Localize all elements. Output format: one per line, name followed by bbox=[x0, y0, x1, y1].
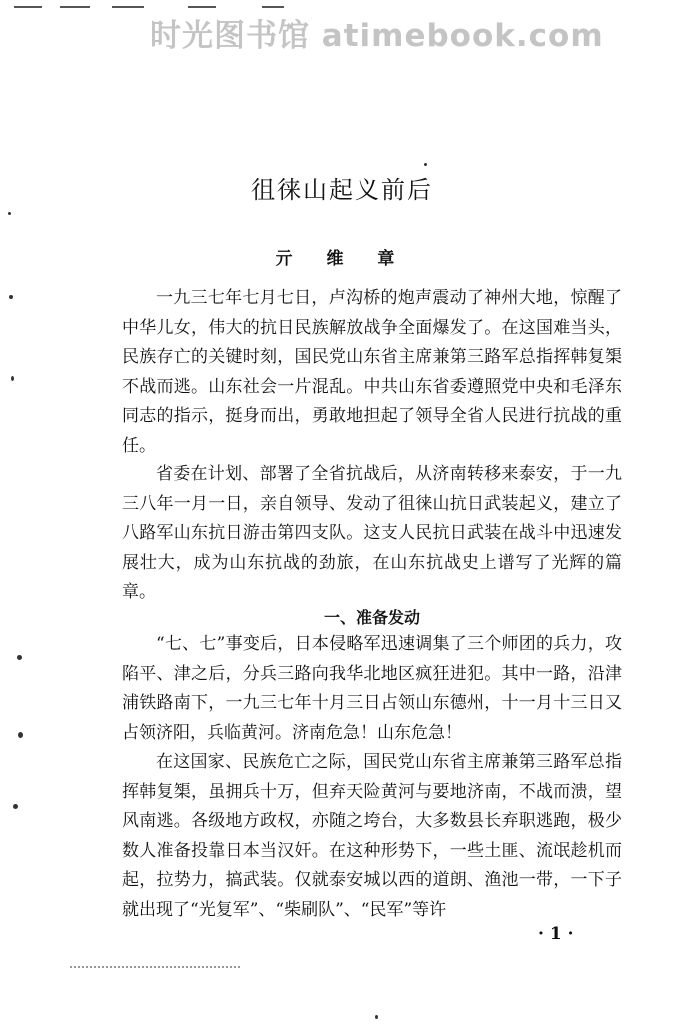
paragraph: 一九三七年七月七日，卢沟桥的炮声震动了神州大地，惊醒了中华儿女，伟大的抗日民族解放战争全面爆发了。在这国难当头，民族存亡的关键时刻，国民党山东省主席兼第三路军总指挥韩复榘不战而逃。山东社会一片混乱。中共山东省委遵照党中央和毛泽东同志的指示，挺身而出，勇敢地担起了领导全省人民进行抗战的重任。 bbox=[122, 288, 622, 456]
article-title: 徂徕山起义前后 bbox=[251, 176, 433, 204]
scan-top-rule bbox=[60, 6, 90, 8]
page-number: · 1 · bbox=[538, 924, 574, 944]
paragraph: “七、七”事变后，日本侵略军迅速调集了三个师团的兵力，攻陷平、津之后，分兵三路向我华北地区疯狂进犯。其中一路，沿津浦铁路南下，一九三七年十月三日占领山东德州，十一月十三日又占领济阳，兵临黄河。济南危急！山东危急！ bbox=[122, 634, 622, 743]
scan-speck bbox=[9, 295, 13, 299]
scan-speck bbox=[8, 212, 11, 215]
scan-speck bbox=[13, 804, 18, 809]
scan-speck bbox=[11, 376, 14, 381]
scan-top-rule bbox=[188, 6, 216, 8]
scan-dotted-rule bbox=[70, 966, 240, 968]
watermark: 时光图书馆 atimebook.com bbox=[150, 18, 604, 54]
scan-speck bbox=[375, 1015, 378, 1019]
paragraph: 省委在计划、部署了全省抗战后，从济南转移来泰安，于一九三八年一月一日，亲自领导、发动了徂徕山抗日武装起义，建立了八路军山东抗日游击第四支队。这支人民抗日武装在战斗中迅速发展壮大，成为山东抗战的劲旅，在山东抗战史上谱写了光辉的篇章。 bbox=[122, 464, 622, 602]
scan-top-rule bbox=[262, 6, 284, 8]
scan-top-rule bbox=[14, 6, 42, 8]
scan-speck bbox=[17, 655, 22, 660]
author-name: 亓 维 章 bbox=[275, 249, 409, 269]
paragraph: 在这国家、民族危亡之际，国民党山东省主席兼第三路军总指挥韩复榘，虽拥兵十万，但弃天险黄河与要地济南，不战而溃，望风南逃。各级地方政权，亦随之垮台，大多数县长弃职逃跑，极少数人准备投靠日本当汉奸。在这种形势下，一些土匪、流氓趁机而起，拉势力，搞武装。仅就泰安城以西的道朗、渔池一带，一下子就出现了“光复军”、“柴刷队”、“民军”等许 bbox=[122, 752, 622, 920]
scan-speck bbox=[424, 163, 427, 166]
scan-speck bbox=[18, 732, 23, 738]
section-heading: 一、准备发动 bbox=[323, 608, 420, 627]
scan-top-rule bbox=[112, 6, 144, 8]
